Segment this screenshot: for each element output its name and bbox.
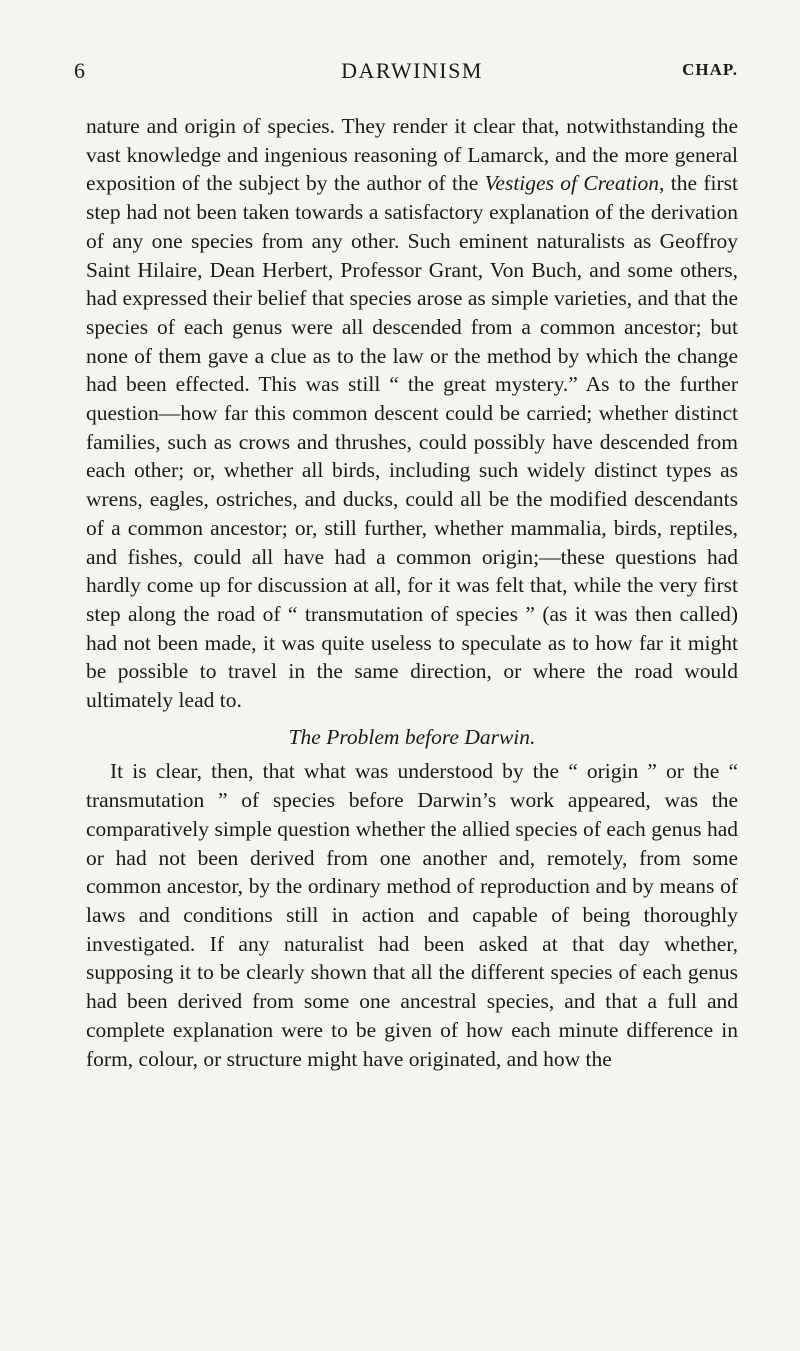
book-page — [74, 0, 738, 1351]
chapter-label: CHAP. — [682, 60, 738, 79]
running-title: DARWINISM — [341, 58, 483, 83]
section-heading: The Problem before Darwin. — [288, 724, 536, 749]
body-text — [86, 112, 738, 1073]
book-title-vestiges: Vestiges of Creation — [484, 171, 660, 196]
paragraph-1-part-b: , the first step had not been taken towards a satisfactory explanation of the derivation of any one species from any other. Such eminent naturalists as Geoffroy Saint Hilaire, Dean Herbert, Professor Grant, Von Buch, and some others, had expressed their belief that species arose as simple varieties, and that the species of each genus were all descended from a common ancestor; but none of them gave a clue as to the law or the method by which the change had been effected. This was still “ the great mystery.” As to the further question—how far this common descent could be carried; whether distinct families, such as crows and thrushes, could possibly have descended from each other; or, whether all birds, including such widely distinct types as wrens, eagles, ostriches, and ducks, could all be the modified descendants of a common ancestor; or, still further, whether mammalia, birds, reptiles, and fishes, could all have had a common origin;—these questions had hardly come up for discussion at all, for it was felt that, while the very first step along the road of “ transmutation of species ” (as it was then called) had not been made, it was quite useless to speculate as to how far it might be possible to travel in the same direction, or where the road would ultimately lead to. — [86, 171, 738, 713]
paragraph-1-part-a: nature and origin of species. They render it clear that, notwithstanding the vast knowledge and ingenious reasoning of Lamarck, and the more general exposition of the subject by the author of the — [86, 114, 738, 196]
page-number: 6 — [74, 58, 86, 83]
paragraph-2: It is clear, then, that what was understood by the “ origin ” or the “ transmutation ” of species before Darwin’s work appeared, was the comparatively simple question whether the allied species of each genus had or had not been derived from one another and, remotely, from some common ancestor, by the ordinary method of reproduction and by means of laws and conditions still in action and capable of being thoroughly investigated. If any naturalist had been asked at that day whether, supposing it to be clearly shown that all the different species of each genus had been derived from some one ancestral species, and that a full and complete explanation were to be given of how each minute difference in form, colour, or structure might have originated, and how the — [86, 759, 738, 1071]
running-head — [74, 58, 738, 88]
paragraph-1 — [86, 112, 738, 715]
